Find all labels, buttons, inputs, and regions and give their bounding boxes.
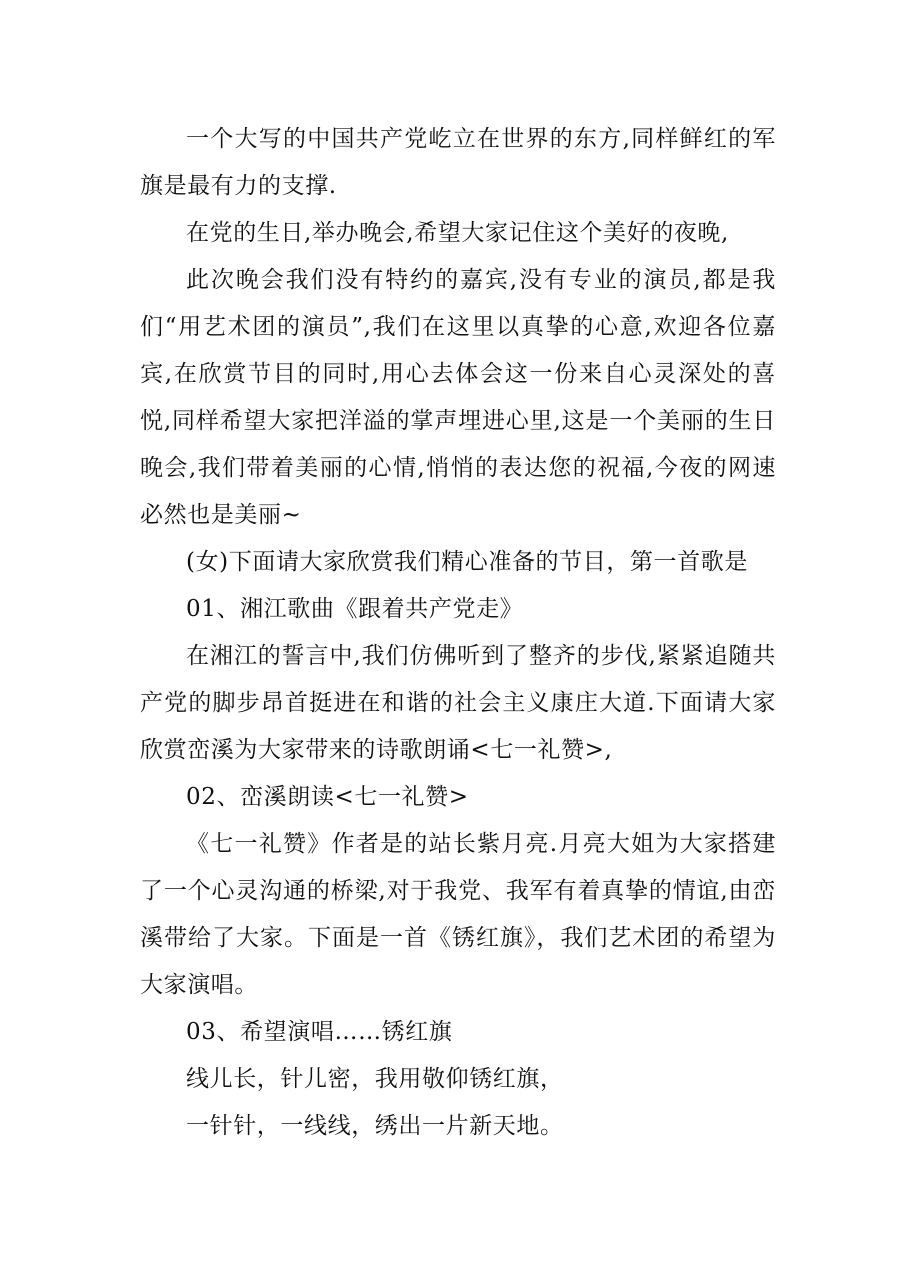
program-item-01: 01、湘江歌曲《跟着共产党走》	[186, 596, 524, 622]
paragraph-first-song-intro: (女)下面请大家欣赏我们精心准备的节目，第一首歌是	[186, 549, 748, 575]
paragraph-gala-welcome: 此次晚会我们没有特约的嘉宾,没有专业的演员,都是我们“用艺术团的演员”,我们在这里以真挚的心意,欢迎各位嘉宾,在欣赏节目的同时,用心去体会这一份来自心灵深处的喜悦,同样希望大家把洋溢的掌声埋进心里,这是一个美丽的生日晚会,我们带着美丽的心情,悄悄的表达您的祝福,今夜的网速必然也是美丽~	[140, 267, 776, 528]
program-item-02: 02、峦溪朗读<七一礼赞>	[186, 784, 469, 810]
lyric-line-2: 一针针，一线线，绣出一片新天地。	[186, 1113, 564, 1139]
paragraph-xiangjiang-intro: 在湘江的誓言中,我们仿佛听到了整齐的步伐,紧紧追随共产党的脚步昂首挺进在和谐的社会主义康庄大道.下面请大家欣赏峦溪为大家带来的诗歌朗诵<七一礼赞>,	[140, 643, 776, 763]
paragraph-party-flag: 一个大写的中国共产党屹立在世界的东方,同样鲜红的军旗是最有力的支撑.	[140, 126, 776, 199]
paragraph-party-birthday: 在党的生日,举办晚会,希望大家记住这个美好的夜晚,	[186, 220, 729, 246]
program-item-03: 03、希望演唱……锈红旗	[186, 1019, 453, 1045]
document-body	[140, 116, 776, 1150]
paragraph-poem-intro: 《七一礼赞》作者是的站长紫月亮.月亮大姐为大家搭建了一个心灵沟通的桥梁,对于我党、我军有着真挚的情谊,由峦溪带给了大家。下面是一首《锈红旗》，我们艺术团的希望为大家演唱。	[140, 831, 776, 998]
lyric-line-1: 线儿长，针儿密，我用敬仰锈红旗，	[186, 1066, 564, 1092]
